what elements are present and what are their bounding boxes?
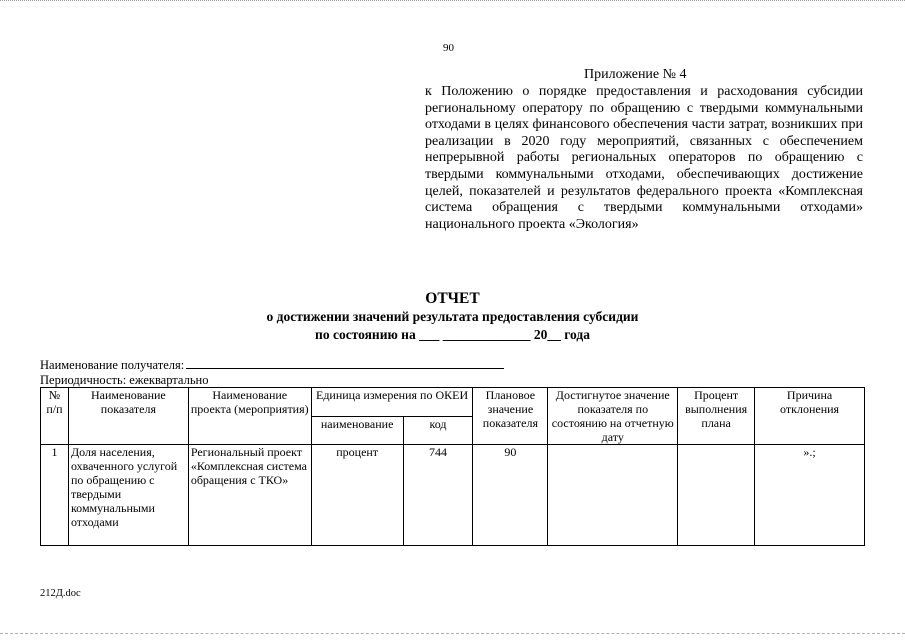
report-table xyxy=(40,387,865,546)
appendix-body: к Положению о порядке предоставления и расходования субсидии региональному оператору по обращению с твердыми коммунальными отходами в целях финансового обеспечения части затрат, возникших при реализации в 2020 году мероприятий, связанных с обеспечением непрерывной работы региональных операторов по обращению с твердыми коммунальными отходами, обеспечивающих достижение целей, показателей и результатов федерального проекта «Комплексная система обращения с твердыми коммунальными отходами» национального проекта «Экология» xyxy=(425,84,863,232)
scan-edge-bottom xyxy=(0,633,905,637)
cell-indicator: Доля населения, охваченного услугой по обращению с твердыми коммунальными отходами xyxy=(68,445,188,546)
header-reason: Причина отклонения xyxy=(755,388,865,445)
cell-project: Региональный проект «Комплексная система обращения с ТКО» xyxy=(188,445,311,546)
header-achieved: Достигнутое значение показателя по состоянию на отчетную дату xyxy=(548,388,678,445)
cell-unit-name: процент xyxy=(311,445,403,546)
cell-achieved xyxy=(548,445,678,546)
cell-num: 1 xyxy=(41,445,69,546)
header-indicator: Наименование показателя xyxy=(68,388,188,445)
recipient-row xyxy=(40,358,504,373)
page-number: 90 xyxy=(443,42,454,54)
table-row xyxy=(41,445,865,546)
header-unit-name: наименование xyxy=(311,416,403,445)
recipient-label: Наименование получателя: xyxy=(40,358,185,372)
appendix-title: Приложение № 4 xyxy=(584,67,687,82)
recipient-blank-line xyxy=(186,358,504,369)
header-percent: Процент выполнения плана xyxy=(678,388,755,445)
report-as-of: по состоянию на ___ _____________ 20__ года xyxy=(315,327,590,342)
cell-reason: ».; xyxy=(755,445,865,546)
header-unit-code: код xyxy=(403,416,473,445)
scan-edge-top xyxy=(0,0,905,4)
header-num: № п/п xyxy=(41,388,69,445)
cell-percent xyxy=(678,445,755,546)
header-project: Наименование проекта (мероприятия) xyxy=(188,388,311,445)
footer-filename: 212Д.doc xyxy=(40,588,81,599)
header-unit-group: Единица измерения по ОКЕИ xyxy=(311,388,473,417)
header-planned: Плановое значение показателя xyxy=(473,388,548,445)
report-title: ОТЧЕТ xyxy=(425,290,480,307)
cell-planned: 90 xyxy=(473,445,548,546)
report-subtitle: о достижении значений результата предоставления субсидии xyxy=(266,309,639,324)
cell-unit-code: 744 xyxy=(403,445,473,546)
table-header-row xyxy=(41,388,865,417)
periodicity: Периодичность: ежеквартально xyxy=(40,373,209,387)
